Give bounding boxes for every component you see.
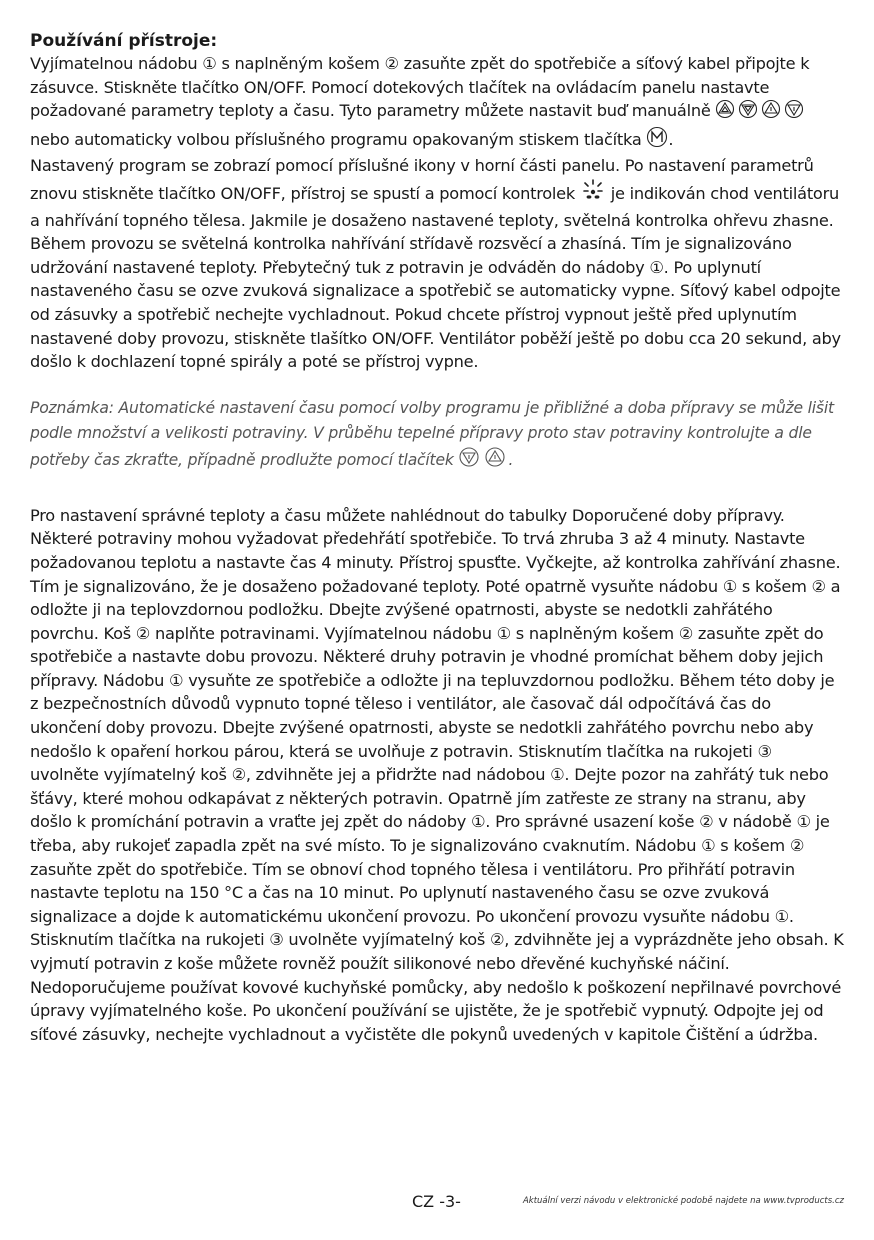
p1-text-b: nebo automaticky volbou příslušného programu opakovaným stiskem tlačítka [30,129,647,149]
control-icons-group [715,99,807,126]
time-down-icon [786,101,803,118]
p2-text-b: je indikován chod ventilátoru a nahřívání topného tělesa. Jakmile je dosaženo nastavené teploty, světelná kontrolka ohřevu zhasne. Během provozu se světelná kontrolka nahřívání střídavě rozsvěcí a zhasíná. Tím je signalizováno udržování nastavené teploty. Přebytečný tuk z potravin je odváděn do nádoby ①. Po uplynutí nastaveného času se ozve zvuková signalizace a spotřebič se automaticky vypne. Síťový kabel odpojte od zásuvky a spotřebič nechejte vychladnout. Pokud chcete přístroj vypnout ještě před uplynutím nastavené doby provozu, stiskněte tlašítko ON/OFF. Ventilátor poběží ještě po dobu cca 20 sekund, aby došlo k dochlazení topné spirály a poté se přístroj vypne. [30,183,841,372]
page-footer [0,1192,874,1216]
footer-note: Aktuální verzi návodu v elektronické podobě najdete na www.tvproducts.cz [522,1196,844,1206]
paragraph-program [30,154,844,373]
time-down-icon [460,448,478,466]
page-number: CZ -3- [412,1192,461,1211]
fan-icon [580,178,606,209]
p1-text-c: . [668,129,674,149]
section-heading: Používání přístroje: [30,31,218,51]
temp-up-icon [717,101,734,118]
paragraph-usage [30,52,844,154]
note-icons-group [458,446,508,476]
note-text-a: Poznámka: Automatické nastavení času pomocí volby programu je přibližné a doba přípravy se může lišit podle množství a velikosti potraviny. V průběhu tepelné přípravy proto stav potraviny kontrolujte a dle potřeby čas zkraťte, případně prodlužte pomocí tlačítek [30,398,834,469]
p1-text-a: Vyjímatelnou nádobu ① s naplněným košem ② zasuňte zpět do spotřebiče a síťový kabel připojte k zásuvce. Stiskněte tlačítko ON/OFF. Pomocí dotekových tlačítek na ovládacím panelu nastavte požadované parametry teploty a času. Tyto parametry můžete nastavit buď manuálně [30,54,810,121]
time-up-icon [763,101,780,118]
note-paragraph [30,396,844,476]
temp-down-icon [740,101,757,118]
menu-m-icon [646,126,668,155]
p2-text-a: Nastavený program se zobrazí pomocí příslušné ikony v horní části panelu. Po nastavení parametrů znovu stiskněte tlačítko ON/OFF, přístroj se spustí a pomocí kontrolek [30,156,814,203]
time-up-icon [486,448,504,466]
manual-page [30,30,844,1063]
paragraph-preparation: Pro nastavení správné teploty a času můžete nahlédnout do tabulky Doporučené doby přípravy. Některé potraviny mohou vyžadovat předehřátí spotřebiče. To trvá zhruba 3 až 4 minuty. Nastavte požadovanou teplotu a nastavte čas 4 minuty. Přístroj spusťte. Vyčkejte, až kontrolka zahřívání zhasne. Tím je signalizováno, že je dosaženo požadované teploty. Poté opatrně vysuňte nádobu ① s košem ② a odložte ji na teplovzdornou podložku. Dbejte zvýšené opatrnosti, abyste se nedotkli zahřátého povrchu. Koš ② naplňte potravinami. Vyjímatelnou nádobu ① s naplněným košem ② zasuňte zpět do spotřebiče a nastavte dobu provozu. Některé druhy potravin je vhodné promíchat během doby jejich přípravy. Nádobu ① vysuňte ze spotřebiče a odložte ji na tepluvzdornou podložku. Během této doby je z bezpečnostních důvodů vypnuto topné těleso i ventilátor, ale časovač dál odpočítává čas do ukončení doby provozu. Dbejte zvýšené opatrnosti, abyste se nedotkli zahřátého povrchu nebo aby nedošlo k opaření horkou párou, která se uvolňuje z potravin. Stisknutím tlačítka na rukojeti ③ uvolněte vyjímatelný koš ②, zdvihněte jej a přidržte nad nádobou ①. Dejte pozor na zahřátý tuk nebo šťávy, které mohou odkapávat z některých potravin. Opatrně jím zatřeste ze strany na stranu, aby došlo k promíchání potravin a vraťte jej zpět do nádoby ①. Pro správné usazení koše ② v nádobě ① je třeba, aby rukojeť zapadla zpět na své místo. To je signalizováno cvaknutím. Nádobu ① s košem ② zasuňte zpět do spotřebiče. Tím se obnoví chod topného tělesa i ventilátoru. Pro přihřátí potravin nastavte teplotu na 150 °C a čas na 10 minut. Po uplynutí nastaveného času se ozve zvuková signalizace a dojde k automatickému ukončení provozu. Po ukončení provozu vysuňte nádobu ①. Stisknutím tlačítka na rukojeti ③ uvolněte vyjímatelný koš ②, zdvihněte jej a vyprázdněte jeho obsah. K vyjmutí potravin z koše můžete rovněž použít silikonové nebo dřevěné kuchyňské náčiní. Nedoporučujeme používat kovové kuchyňské pomůcky, aby nedošlo k poškození nepřilnavé povrchové úpravy vyjímatelného koše. Po ukončení používání se ujistěte, že je spotřebič vypnutý. Odpojte jej od síťové zásuvky, nechejte vychladnout a vyčistěte dle pokynů uvedených v kapitole Čištění a údržba. [30,505,844,1044]
note-text-b: . [508,450,514,469]
